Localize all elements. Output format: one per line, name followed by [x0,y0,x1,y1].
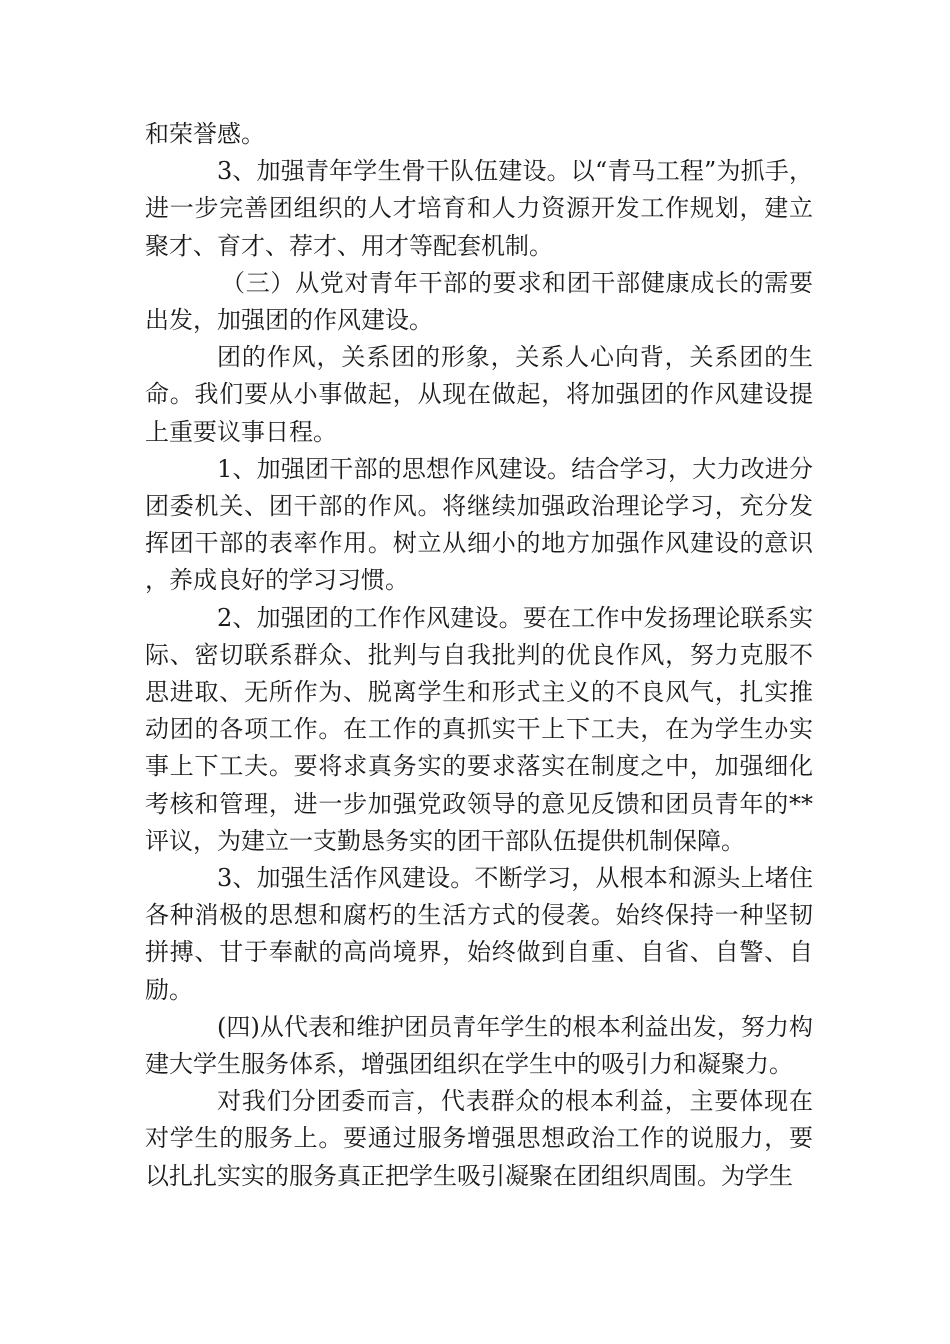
paragraph-service: 对我们分团委而言，代表群众的根本利益，主要体现在对学生的服务上。要通过服务增强思想政治工作的说服力，要以扎扎实实的服务真正把学生吸引凝聚在团组织周围。为学生 [145,1087,813,1190]
section-heading-4: (四)从代表和维护团员青年学生的根本利益出发，努力构建大学生服务体系，增强团组织在学生中的吸引力和凝聚力。 [145,1012,813,1079]
paragraph-item-2-work: 2、加强团的工作作风建设。要在工作中发扬理论联系实际、密切联系群众、批判与自我批判的优良作风，努力克服不思进取、无所作为、脱离学生和形式主义的不良风气，扎实推动团的各项工作。在工作的真抓实干上下工夫，在为学生办实事上下工夫。要将求真务实的要求落实在制度之中，加强细化考核和管理，进一步加强党政领导的意见反馈和团员青年的**评议，为建立一支勤恳务实的团干部队伍提供机制保障。 [145,603,813,855]
paragraph-continuation: 和荣誉感。 [145,120,265,148]
paragraph-item-3-cadre: 3、加强青年学生骨干队伍建设。以“青马工程”为抓手，进一步完善团组织的人才培育和人力资源开发工作规划，建立聚才、育才、荐才、用才等配套机制。 [145,157,813,260]
paragraph-item-3-life: 3、加强生活作风建设。不断学习，从根本和源头上堵住各种消极的思想和腐朽的生活方式的侵袭。始终保持一种坚韧拼搏、甘于奉献的高尚境界，始终做到自重、自省、自警、自励。 [145,864,813,1004]
document-body [145,116,813,1195]
paragraph-item-1-thinking: 1、加强团干部的思想作风建设。结合学习，大力改进分团委机关、团干部的作风。将继续加强政治理论学习，充分发挥团干部的表率作用。树立从细小的地方加强作风建设的意识，养成良好的学习习惯。 [145,454,813,595]
section-heading-3: （三）从党对青年干部的要求和团干部健康成长的需要出发，加强团的作风建设。 [145,268,813,335]
paragraph-style-intro: 团的作风，关系团的形象，关系人心向背，关系团的生命。我们要从小事做起，从现在做起，将加强团的作风建设提上重要议事日程。 [145,343,813,446]
